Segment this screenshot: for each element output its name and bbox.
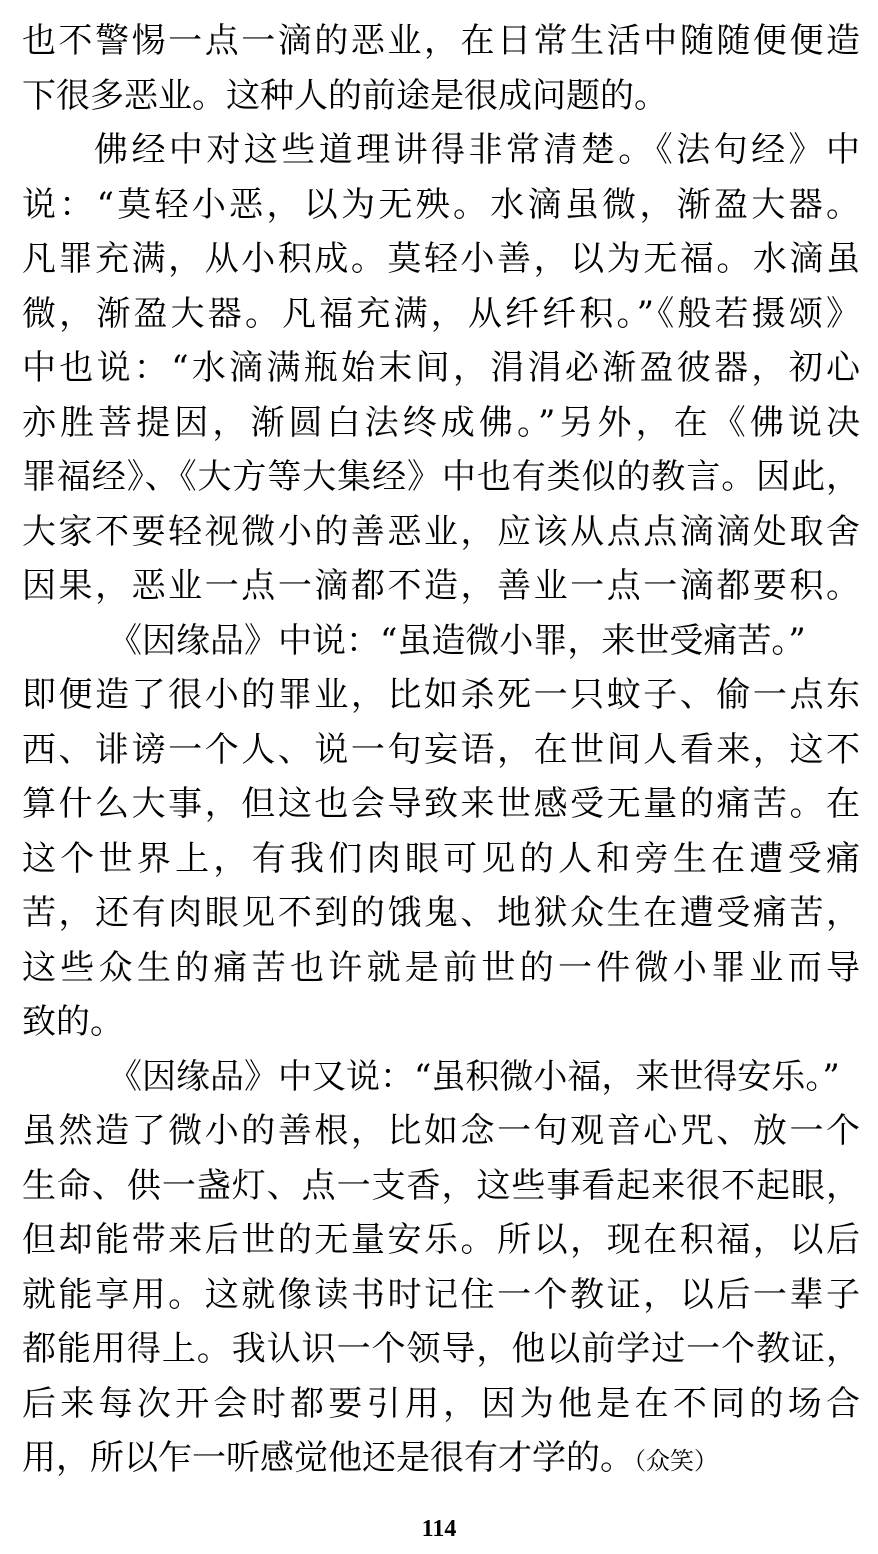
text-line: 即便造了很小的罪业，比如杀死一只蚊子、偷一点东: [22, 675, 860, 715]
paragraph-first-line: 佛经中对这些道理讲得非常清楚。《法句经》中: [94, 130, 860, 170]
text-line: 说：“莫轻小恶，以为无殃。水滴虽微，渐盈大器。: [22, 184, 860, 225]
text-line-content: 用，所以乍一听感觉他还是很有才学的。: [22, 1438, 634, 1478]
text-line: 亦胜菩提因，渐圆白法终成佛。”另外，在《佛说决: [22, 402, 860, 443]
text-line: 后来每次开会时都要引用，因为他是在不同的场合: [22, 1383, 860, 1424]
text-line: 致的。: [22, 1002, 124, 1042]
text-line: 凡罪充满，从小积成。莫轻小善，以为无福。水滴虽: [22, 239, 860, 279]
text-line: 西、诽谤一个人、说一句妄语，在世间人看来，这不: [22, 729, 860, 770]
page-number: 114: [421, 1516, 457, 1542]
paragraph-first-line: 《因缘品》中说：“虽造微小罪，来世受痛苦。”: [108, 620, 806, 661]
text-line: 但却能带来后世的无量安乐。所以，现在积福，以后: [22, 1220, 860, 1260]
audience-reaction-note: （众笑）: [634, 1447, 718, 1475]
text-line: 这些众生的痛苦也许就是前世的一件微小罪业而导: [22, 947, 860, 988]
text-line: 这个世界上，有我们肉眼可见的人和旁生在遭受痛: [22, 838, 860, 879]
text-line: 中也说：“水滴满瓶始末间，涓涓必渐盈彼器，初心: [22, 348, 860, 388]
text-line: 微，渐盈大器。凡福充满，从纤纤积。”《般若摄颂》: [22, 293, 860, 334]
text-line: 苦，还有肉眼见不到的饿鬼、地狱众生在遭受痛苦，: [22, 893, 860, 933]
paragraph-first-line: 《因缘品》中又说：“虽积微小福，来世得安乐。”: [108, 1056, 840, 1097]
text-line: 就能享用。这就像读书时记住一个教证，以后一辈子: [22, 1274, 860, 1315]
text-line: 算什么大事，但这也会导致来世感受无量的痛苦。在: [22, 784, 860, 824]
text-line: 下很多恶业。这种人的前途是很成问题的。: [22, 75, 668, 116]
body-text: [22, 14, 860, 1486]
text-line: 也不警惕一点一滴的恶业，在日常生活中随随便便造: [22, 21, 860, 61]
text-line: 虽然造了微小的善根，比如念一句观音心咒、放一个: [22, 1111, 860, 1151]
text-line: [22, 1431, 860, 1486]
text-line: 因果，恶业一点一滴都不造，善业一点一滴都要积。: [22, 566, 860, 606]
text-line: 罪福经》、《大方等大集经》中也有类似的教言。因此，: [22, 457, 860, 497]
text-line: 都能用得上。我认识一个领导，他以前学过一个教证，: [22, 1329, 860, 1369]
text-line: 大家不要轻视微小的善恶业，应该从点点滴滴处取舍: [22, 511, 860, 552]
text-line: 生命、供一盏灯、点一支香，这些事看起来很不起眼，: [22, 1165, 860, 1206]
